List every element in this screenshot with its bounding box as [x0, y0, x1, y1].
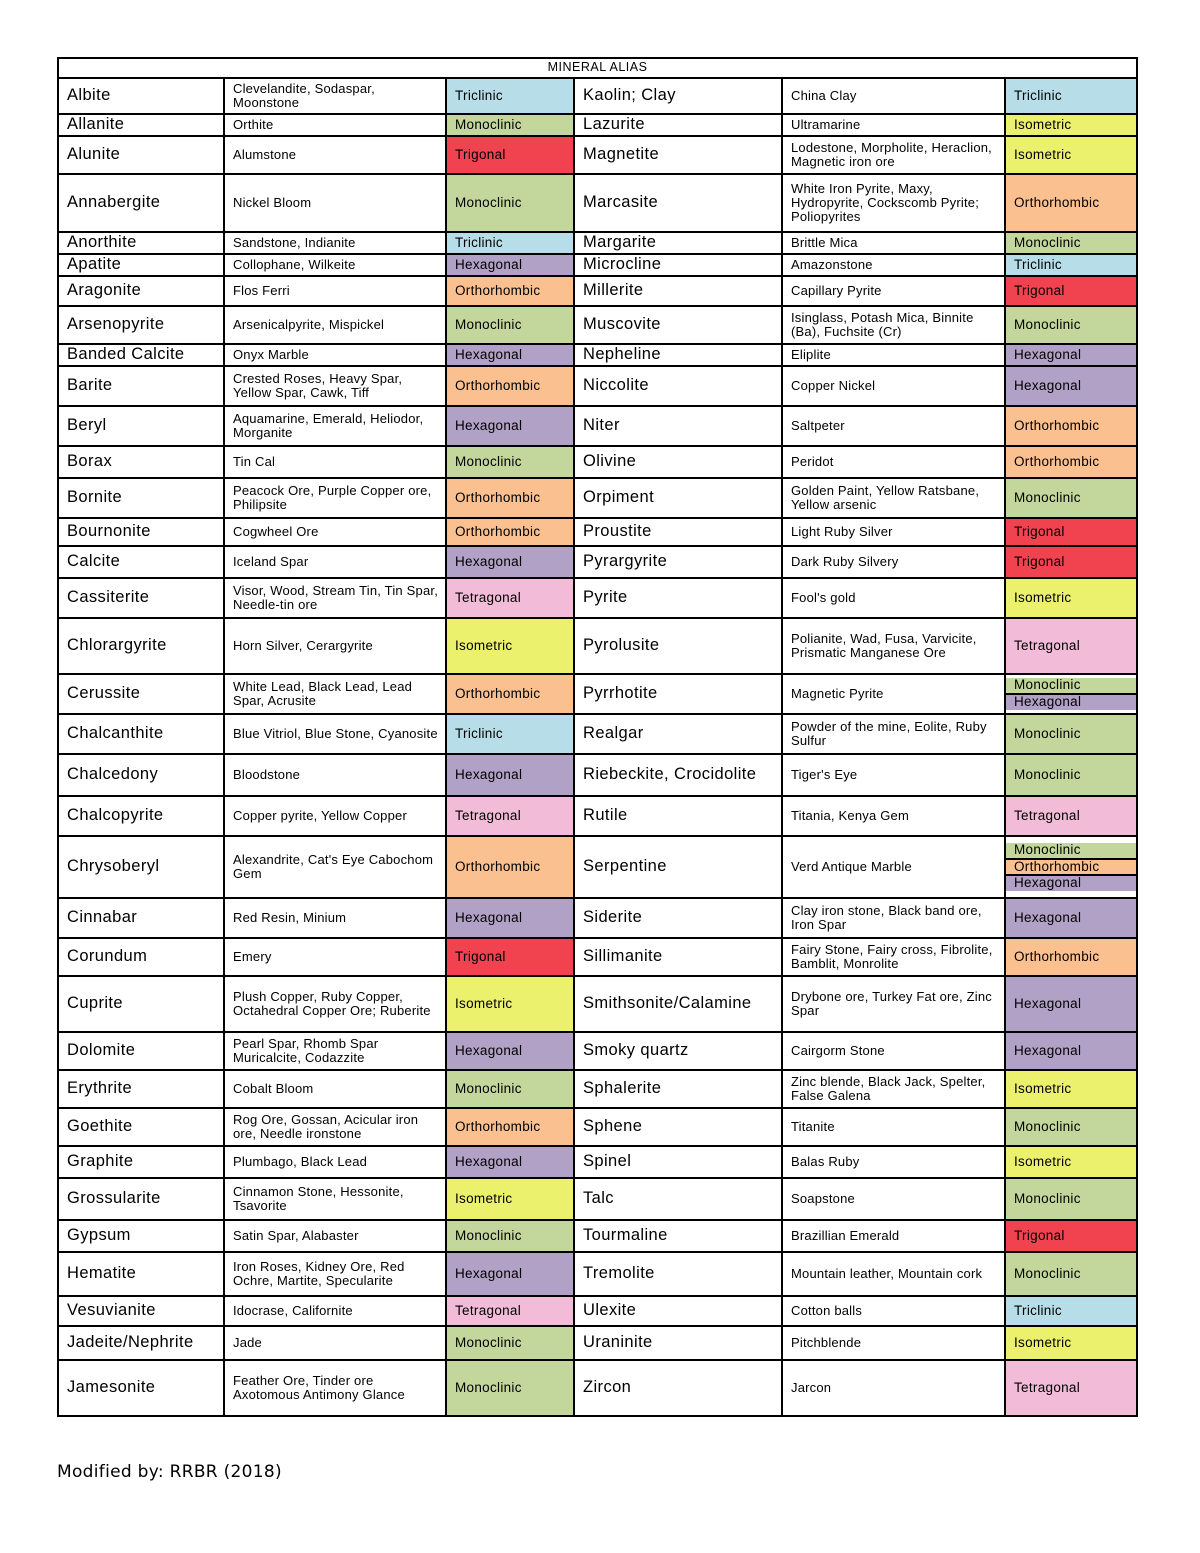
mineral-name: Pyrolusite [574, 618, 782, 674]
crystal-system: Tetragonal [446, 796, 574, 836]
mineral-alias: Soapstone [782, 1178, 1005, 1220]
crystal-system: Tetragonal [1005, 1360, 1137, 1416]
table-row [58, 1032, 1137, 1070]
mineral-name: Margarite [574, 232, 782, 254]
crystal-system: Hexagonal [446, 1032, 574, 1070]
mineral-name: Muscovite [574, 306, 782, 344]
crystal-system: Isometric [1005, 1326, 1137, 1360]
mineral-name: Lazurite [574, 114, 782, 136]
mineral-name: Aragonite [58, 276, 224, 306]
table-row [58, 1146, 1137, 1178]
mineral-name: Cuprite [58, 976, 224, 1032]
mineral-name: Vesuvianite [58, 1296, 224, 1326]
mineral-name: Arsenopyrite [58, 306, 224, 344]
mineral-name: Corundum [58, 938, 224, 976]
mineral-name: Cassiterite [58, 578, 224, 618]
mineral-alias: Dark Ruby Silvery [782, 546, 1005, 578]
crystal-system: Hexagonal [1006, 874, 1136, 891]
table-row [58, 276, 1137, 306]
mineral-alias: Cobalt Bloom [224, 1070, 446, 1108]
mineral-alias: Peridot [782, 446, 1005, 478]
crystal-system: Tetragonal [446, 578, 574, 618]
crystal-system: Triclinic [446, 714, 574, 754]
crystal-system: Isometric [446, 618, 574, 674]
crystal-system: Orthorhombic [446, 366, 574, 406]
crystal-system-stack [1006, 843, 1136, 891]
mineral-name: Allanite [58, 114, 224, 136]
mineral-alias: Sandstone, Indianite [224, 232, 446, 254]
mineral-name: Annabergite [58, 174, 224, 232]
mineral-name: Siderite [574, 898, 782, 938]
mineral-name: Microcline [574, 254, 782, 276]
mineral-alias: Polianite, Wad, Fusa, Varvicite, Prismatic Manganese Ore [782, 618, 1005, 674]
mineral-alias: Visor, Wood, Stream Tin, Tin Spar, Needle-tin ore [224, 578, 446, 618]
mineral-alias: Mountain leather, Mountain cork [782, 1252, 1005, 1296]
mineral-alias: Red Resin, Minium [224, 898, 446, 938]
mineral-name: Jadeite/Nephrite [58, 1326, 224, 1360]
table-row [58, 618, 1137, 674]
table-row [58, 78, 1137, 114]
crystal-system: Monoclinic [446, 306, 574, 344]
mineral-name: Smithsonite/Calamine [574, 976, 782, 1032]
mineral-alias: White Iron Pyrite, Maxy, Hydropyrite, Cockscomb Pyrite; Poliopyrites [782, 174, 1005, 232]
table-row [58, 1178, 1137, 1220]
mineral-name: Talc [574, 1178, 782, 1220]
mineral-name: Cinnabar [58, 898, 224, 938]
mineral-name: Anorthite [58, 232, 224, 254]
mineral-alias: Ultramarine [782, 114, 1005, 136]
table-row [58, 938, 1137, 976]
crystal-system: Monoclinic [446, 1360, 574, 1416]
mineral-alias: Aquamarine, Emerald, Heliodor, Morganite [224, 406, 446, 446]
mineral-name: Hematite [58, 1252, 224, 1296]
mineral-alias: Capillary Pyrite [782, 276, 1005, 306]
crystal-system: Tetragonal [446, 1296, 574, 1326]
mineral-alias: Blue Vitriol, Blue Stone, Cyanosite [224, 714, 446, 754]
mineral-name: Niter [574, 406, 782, 446]
mineral-name: Grossularite [58, 1178, 224, 1220]
crystal-system: Hexagonal [446, 344, 574, 366]
mineral-name: Beryl [58, 406, 224, 446]
mineral-alias: White Lead, Black Lead, Lead Spar, Acrusite [224, 674, 446, 714]
mineral-name: Orpiment [574, 478, 782, 518]
crystal-system: Hexagonal [446, 1146, 574, 1178]
mineral-name: Sphalerite [574, 1070, 782, 1108]
table-row [58, 754, 1137, 796]
crystal-system: Monoclinic [1005, 232, 1137, 254]
crystal-system: Monoclinic [1005, 714, 1137, 754]
table-row [58, 344, 1137, 366]
mineral-alias: Titania, Kenya Gem [782, 796, 1005, 836]
mineral-alias: Fairy Stone, Fairy cross, Fibrolite, Bamblit, Monrolite [782, 938, 1005, 976]
mineral-alias: Copper pyrite, Yellow Copper [224, 796, 446, 836]
mineral-alias: Orthite [224, 114, 446, 136]
mineral-alias: Tin Cal [224, 446, 446, 478]
crystal-system: Hexagonal [446, 754, 574, 796]
mineral-alias: Collophane, Wilkeite [224, 254, 446, 276]
crystal-system: Isometric [1005, 114, 1137, 136]
mineral-alias: Pitchblende [782, 1326, 1005, 1360]
mineral-name: Calcite [58, 546, 224, 578]
table-row [58, 1360, 1137, 1416]
mineral-alias: Titanite [782, 1108, 1005, 1146]
table-row [58, 546, 1137, 578]
crystal-system: Trigonal [1005, 518, 1137, 546]
crystal-system: Trigonal [446, 938, 574, 976]
mineral-alias: Crested Roses, Heavy Spar, Yellow Spar, Cawk, Tiff [224, 366, 446, 406]
mineral-name: Niccolite [574, 366, 782, 406]
crystal-system: Monoclinic [1006, 843, 1136, 858]
mineral-alias: Saltpeter [782, 406, 1005, 446]
mineral-alias: Jade [224, 1326, 446, 1360]
crystal-system: Monoclinic [1005, 478, 1137, 518]
table-row [58, 976, 1137, 1032]
mineral-alias: Rog Ore, Gossan, Acicular iron ore, Needle ironstone [224, 1108, 446, 1146]
crystal-system: Trigonal [1005, 546, 1137, 578]
mineral-alias: Clevelandite, Sodaspar, Moonstone [224, 78, 446, 114]
mineral-alias: Nickel Bloom [224, 174, 446, 232]
crystal-system: Monoclinic [446, 174, 574, 232]
mineral-name: Jamesonite [58, 1360, 224, 1416]
crystal-system: Monoclinic [1005, 1252, 1137, 1296]
crystal-system: Hexagonal [1005, 344, 1137, 366]
crystal-system: Hexagonal [446, 546, 574, 578]
mineral-alias: Plumbago, Black Lead [224, 1146, 446, 1178]
crystal-system: Monoclinic [1005, 1108, 1137, 1146]
mineral-alias: Eliplite [782, 344, 1005, 366]
mineral-name: Kaolin; Clay [574, 78, 782, 114]
footer-credit: Modified by: RRBR (2018) [57, 1462, 282, 1482]
mineral-alias: Iron Roses, Kidney Ore, Red Ochre, Martite, Specularite [224, 1252, 446, 1296]
table-row [58, 366, 1137, 406]
table-row [58, 714, 1137, 754]
table-row [58, 446, 1137, 478]
table-row [58, 1108, 1137, 1146]
mineral-alias: Drybone ore, Turkey Fat ore, Zinc Spar [782, 976, 1005, 1032]
crystal-system: Orthorhombic [1005, 174, 1137, 232]
mineral-alias: Peacock Ore, Purple Copper ore, Philipsite [224, 478, 446, 518]
crystal-system: Isometric [1005, 1070, 1137, 1108]
mineral-alias: Satin Spar, Alabaster [224, 1220, 446, 1252]
mineral-name: Chlorargyrite [58, 618, 224, 674]
table-row [58, 254, 1137, 276]
crystal-system: Isometric [1005, 578, 1137, 618]
mineral-name: Tourmaline [574, 1220, 782, 1252]
mineral-name: Bornite [58, 478, 224, 518]
mineral-name: Albite [58, 78, 224, 114]
table-row [58, 898, 1137, 938]
mineral-alias: Zinc blende, Black Jack, Spelter, False Galena [782, 1070, 1005, 1108]
crystal-system: Triclinic [446, 78, 574, 114]
table-row [58, 174, 1137, 232]
mineral-name: Marcasite [574, 174, 782, 232]
table-row [58, 1252, 1137, 1296]
crystal-system: Hexagonal [1005, 898, 1137, 938]
mineral-name: Chalcanthite [58, 714, 224, 754]
crystal-system: Orthorhombic [446, 518, 574, 546]
crystal-system: Isometric [446, 1178, 574, 1220]
mineral-name: Nepheline [574, 344, 782, 366]
mineral-alias: Cinnamon Stone, Hessonite, Tsavorite [224, 1178, 446, 1220]
mineral-name: Chalcopyrite [58, 796, 224, 836]
mineral-name: Sillimanite [574, 938, 782, 976]
mineral-alias: Magnetic Pyrite [782, 674, 1005, 714]
mineral-name: Borax [58, 446, 224, 478]
crystal-system: Hexagonal [1006, 693, 1136, 710]
mineral-name: Pyrite [574, 578, 782, 618]
mineral-name: Serpentine [574, 836, 782, 898]
table-row [58, 136, 1137, 174]
mineral-alias: Pearl Spar, Rhomb Spar Muricalcite, Codazzite [224, 1032, 446, 1070]
crystal-system: Triclinic [1005, 78, 1137, 114]
crystal-system: Trigonal [1005, 276, 1137, 306]
crystal-system: Monoclinic [446, 1326, 574, 1360]
crystal-system-stack [1006, 678, 1136, 709]
crystal-system: Monoclinic [446, 114, 574, 136]
crystal-system: Monoclinic [446, 1070, 574, 1108]
mineral-name: Goethite [58, 1108, 224, 1146]
mineral-name: Barite [58, 366, 224, 406]
crystal-system: Monoclinic [1006, 678, 1136, 693]
crystal-system: Hexagonal [1005, 976, 1137, 1032]
mineral-alias: Flos Ferri [224, 276, 446, 306]
mineral-alias: Brazillian Emerald [782, 1220, 1005, 1252]
mineral-name: Bournonite [58, 518, 224, 546]
mineral-name: Pyrrhotite [574, 674, 782, 714]
crystal-system: Isometric [446, 976, 574, 1032]
crystal-system: Orthorhombic [1005, 406, 1137, 446]
mineral-alias: Arsenicalpyrite, Mispickel [224, 306, 446, 344]
mineral-alias: Iceland Spar [224, 546, 446, 578]
crystal-system: Triclinic [1005, 1296, 1137, 1326]
mineral-name: Banded Calcite [58, 344, 224, 366]
mineral-name: Pyrargyrite [574, 546, 782, 578]
mineral-alias: Verd Antique Marble [782, 836, 1005, 898]
table-row [58, 306, 1137, 344]
mineral-name: Spinel [574, 1146, 782, 1178]
mineral-name: Apatite [58, 254, 224, 276]
mineral-name: Olivine [574, 446, 782, 478]
crystal-system: Triclinic [446, 232, 574, 254]
mineral-alias: Brittle Mica [782, 232, 1005, 254]
mineral-alias: Plush Copper, Ruby Copper, Octahedral Copper Ore; Ruberite [224, 976, 446, 1032]
crystal-system: Tetragonal [1005, 618, 1137, 674]
crystal-system: Hexagonal [446, 898, 574, 938]
crystal-system: Isometric [1005, 1146, 1137, 1178]
table-row [58, 1220, 1137, 1252]
crystal-system: Orthorhombic [446, 276, 574, 306]
mineral-alias: Copper Nickel [782, 366, 1005, 406]
crystal-system: Isometric [1005, 136, 1137, 174]
mineral-alias: Horn Silver, Cerargyrite [224, 618, 446, 674]
mineral-alias: Alexandrite, Cat's Eye Cabochom Gem [224, 836, 446, 898]
crystal-system: Orthorhombic [446, 836, 574, 898]
table-row [58, 232, 1137, 254]
mineral-alias: Alumstone [224, 136, 446, 174]
crystal-system: Trigonal [446, 136, 574, 174]
table-row [58, 406, 1137, 446]
crystal-system: Monoclinic [1005, 754, 1137, 796]
mineral-alias: Balas Ruby [782, 1146, 1005, 1178]
mineral-alias: Cogwheel Ore [224, 518, 446, 546]
crystal-system: Orthorhombic [446, 478, 574, 518]
table-row [58, 578, 1137, 618]
mineral-alias: Feather Ore, Tinder ore Axotomous Antimony Glance [224, 1360, 446, 1416]
mineral-name: Smoky quartz [574, 1032, 782, 1070]
mineral-name: Tremolite [574, 1252, 782, 1296]
crystal-system: Hexagonal [446, 406, 574, 446]
mineral-name: Ulexite [574, 1296, 782, 1326]
crystal-system: Triclinic [1005, 254, 1137, 276]
mineral-name: Proustite [574, 518, 782, 546]
crystal-system: Orthorhombic [446, 674, 574, 714]
mineral-alias: Onyx Marble [224, 344, 446, 366]
crystal-system: Hexagonal [1005, 1032, 1137, 1070]
crystal-system-multi [1005, 674, 1137, 714]
crystal-system: Monoclinic [1005, 1178, 1137, 1220]
mineral-alias: Golden Paint, Yellow Ratsbane, Yellow arsenic [782, 478, 1005, 518]
crystal-system: Hexagonal [446, 1252, 574, 1296]
mineral-name: Realgar [574, 714, 782, 754]
mineral-name: Sphene [574, 1108, 782, 1146]
table-title: MINERAL ALIAS [58, 58, 1137, 78]
mineral-name: Chrysoberyl [58, 836, 224, 898]
crystal-system: Hexagonal [1005, 366, 1137, 406]
mineral-alias: Cotton balls [782, 1296, 1005, 1326]
table-row [58, 114, 1137, 136]
mineral-name: Cerussite [58, 674, 224, 714]
mineral-alias: Amazonstone [782, 254, 1005, 276]
table-row [58, 1326, 1137, 1360]
crystal-system: Orthorhombic [1005, 938, 1137, 976]
table-row [58, 1070, 1137, 1108]
table-row [58, 478, 1137, 518]
mineral-name: Millerite [574, 276, 782, 306]
crystal-system-multi [1005, 836, 1137, 898]
table-row [58, 1296, 1137, 1326]
mineral-alias: Cairgorm Stone [782, 1032, 1005, 1070]
mineral-alias: Idocrase, Californite [224, 1296, 446, 1326]
mineral-alias: Bloodstone [224, 754, 446, 796]
mineral-name: Uraninite [574, 1326, 782, 1360]
mineral-name: Magnetite [574, 136, 782, 174]
crystal-system: Orthorhombic [1006, 858, 1136, 875]
mineral-name: Zircon [574, 1360, 782, 1416]
table-row [58, 674, 1137, 714]
crystal-system: Tetragonal [1005, 796, 1137, 836]
crystal-system: Monoclinic [446, 446, 574, 478]
mineral-alias: Tiger's Eye [782, 754, 1005, 796]
mineral-name: Alunite [58, 136, 224, 174]
mineral-alias: Fool's gold [782, 578, 1005, 618]
mineral-name: Graphite [58, 1146, 224, 1178]
mineral-name: Rutile [574, 796, 782, 836]
crystal-system: Monoclinic [446, 1220, 574, 1252]
title-row [58, 58, 1137, 78]
mineral-name: Erythrite [58, 1070, 224, 1108]
mineral-alias: Jarcon [782, 1360, 1005, 1416]
mineral-name: Chalcedony [58, 754, 224, 796]
mineral-alias: Powder of the mine, Eolite, Ruby Sulfur [782, 714, 1005, 754]
mineral-name: Dolomite [58, 1032, 224, 1070]
crystal-system: Trigonal [1005, 1220, 1137, 1252]
crystal-system: Monoclinic [1005, 306, 1137, 344]
mineral-name: Riebeckite, Crocidolite [574, 754, 782, 796]
table-row [58, 796, 1137, 836]
mineral-alias: Lodestone, Morpholite, Heraclion, Magnetic iron ore [782, 136, 1005, 174]
crystal-system: Hexagonal [446, 254, 574, 276]
mineral-alias: Isinglass, Potash Mica, Binnite (Ba), Fuchsite (Cr) [782, 306, 1005, 344]
mineral-alias: Light Ruby Silver [782, 518, 1005, 546]
mineral-alias: China Clay [782, 78, 1005, 114]
table-row [58, 836, 1137, 898]
mineral-alias-table [57, 57, 1138, 1417]
mineral-name: Gypsum [58, 1220, 224, 1252]
crystal-system: Orthorhombic [446, 1108, 574, 1146]
table-row [58, 518, 1137, 546]
mineral-alias: Clay iron stone, Black band ore, Iron Spar [782, 898, 1005, 938]
mineral-alias: Emery [224, 938, 446, 976]
crystal-system: Orthorhombic [1005, 446, 1137, 478]
